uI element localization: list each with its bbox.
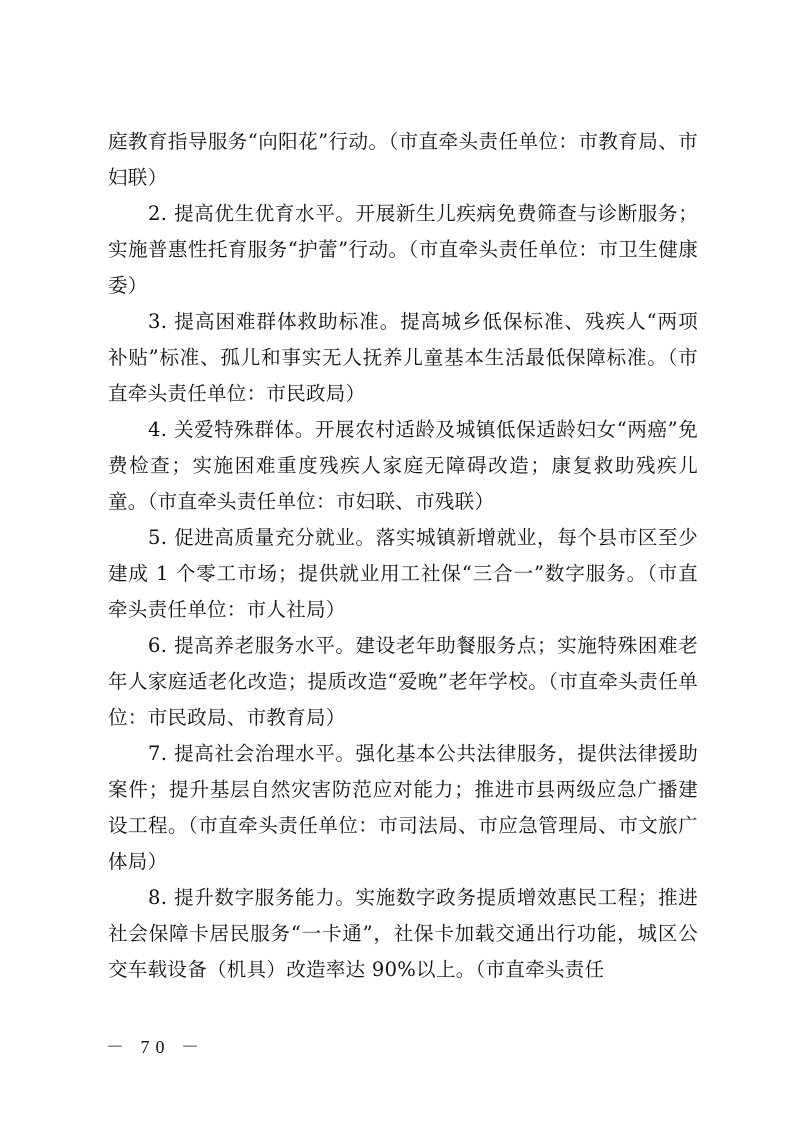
paragraph-item-6: 6. 提高养老服务水平。建设老年助餐服务点；实施特殊困难老年人家庭适老化改造；提质改造“爱晚”老年学校。（市直牵头责任单位：市民政局、市教育局） xyxy=(108,634,698,729)
document-body xyxy=(108,124,698,988)
paragraph-item-5: 5. 促进高质量充分就业。落实城镇新增就业，每个县市区至少建成 1 个零工市场；提供就业用工社保“三合一”数字服务。（市直牵头责任单位：市人社局） xyxy=(108,526,698,621)
paragraph-item-2: 2. 提高优生优育水平。开展新生儿疾病免费筛查与诊断服务；实施普惠性托育服务“护蕾”行动。（市直牵头责任单位：市卫生健康委） xyxy=(108,202,698,297)
paragraph-item-8: 8. 提升数字服务能力。实施数字政务提质增效惠民工程；推进社会保障卡居民服务“一卡通”，社保卡加载交通出行功能，城区公交车载设备（机具）改造率达 90%以上。（市直牵头责任 xyxy=(108,886,698,981)
paragraph-item-3: 3. 提高困难群体救助标准。提高城乡低保标准、残疾人“两项补贴”标准、孤儿和事实无人抚养儿童基本生活最低保障标准。（市直牵头责任单位：市民政局） xyxy=(108,310,698,405)
paragraph-continuation: 庭教育指导服务“向阳花”行动。（市直牵头责任单位：市教育局、市妇联） xyxy=(108,130,698,189)
paragraph-item-4: 4. 关爱特殊群体。开展农村适龄及城镇低保适龄妇女“两癌”免费检查；实施困难重度残疾人家庭无障碍改造；康复救助残疾儿童。（市直牵头责任单位：市妇联、市残联） xyxy=(108,418,698,513)
paragraph-item-7: 7. 提高社会治理水平。强化基本公共法律服务，提供法律援助案件；提升基层自然灾害防范应对能力；推进市县两级应急广播建设工程。（市直牵头责任单位：市司法局、市应急管理局、市文旅广体局） xyxy=(108,742,698,873)
page-number: － 70 － xyxy=(106,1037,205,1057)
